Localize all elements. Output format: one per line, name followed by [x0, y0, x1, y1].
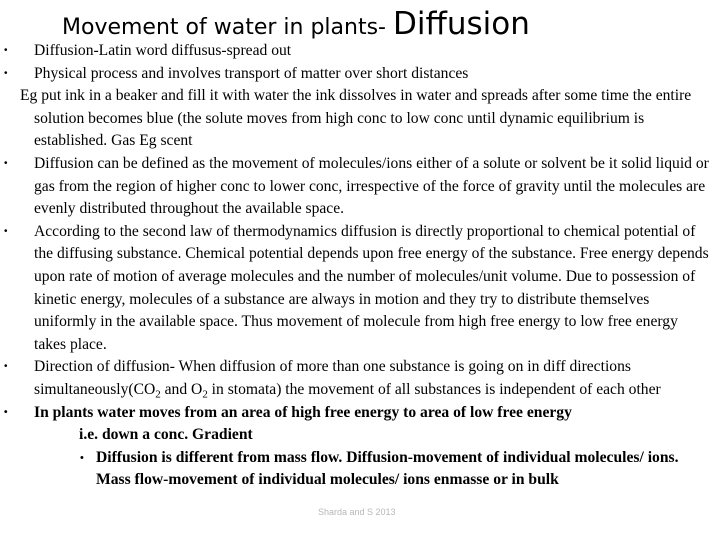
definition-text: Diffusion can be defined as the movement of molecules/ions either of a solute or solvent be it solid liquid or gas from the region of higher conc to lower conc, irrespective of the force of gravity until the molecules are evenly distributed throughout the available space.: [34, 154, 709, 218]
bullet-icon: •: [4, 45, 8, 56]
example-paragraph: Eg put ink in a beaker and fill it with water the ink dissolves in water and spreads after some time the entire solution becomes blue (the solute moves from high conc to low conc until dynamic equilibrium is established. Gas Eg scent: [20, 87, 692, 150]
bullet-icon: •: [4, 406, 8, 418]
bullet-item: [0, 402, 720, 425]
bullet-item: [0, 63, 720, 86]
bullet-item: [0, 221, 720, 357]
sub-bullet-item: [0, 447, 720, 492]
slide-body: [0, 40, 720, 492]
direction-text: Direction of diffusion- When diffusion of more than one substance is going on in diff directions $simultaneously(CO_2$ and $O_2$ in stomata) the movement of all substances is independent of each other: [34, 358, 661, 401]
massflow-text: Diffusion is different from mass flow. Diffusion-movement of individual molecules/ ions. Mass flow-movement of individual molecules/ ions enmasse or in bulk: [96, 448, 679, 489]
footer-watermark: Sharda and S 2013: [318, 507, 396, 517]
bullet-item: [0, 40, 720, 63]
thermodynamics-text: According to the second law of thermodynamics diffusion is directly proportional to chemical potential of the diffusing substance. Chemical potential depends upon free energy of the substance. Free energy depends upon rate of motion of average molecules and the number of molecules/unit volume. Due to possession of kinetic energy, molecules of a substance are always in motion and they try to distribute themselves uniformly in the available space. Thus movement of molecule from high free energy to low free energy takes place.: [34, 222, 709, 353]
bullet-icon: •: [4, 157, 8, 169]
bullet-item: [0, 153, 720, 221]
bullet-icon: •: [4, 225, 8, 237]
bullet-text: Diffusion-Latin word diffusus-spread out: [34, 42, 292, 59]
bullet-icon: •: [4, 361, 8, 373]
bullet-icon: •: [80, 451, 84, 464]
title-emphasis: Diffusion: [392, 6, 530, 42]
bullet-text: Physical process and involves transport of matter over short distances: [34, 64, 469, 82]
bullet-item: [0, 356, 720, 401]
gradient-line: i.e. down a conc. Gradient: [79, 426, 253, 444]
plants-text: In plants water moves from an area of high free energy to area of low free energy: [34, 403, 572, 421]
bullet-icon: •: [4, 67, 8, 79]
title-main: Movement of water in plants-: [62, 15, 386, 40]
